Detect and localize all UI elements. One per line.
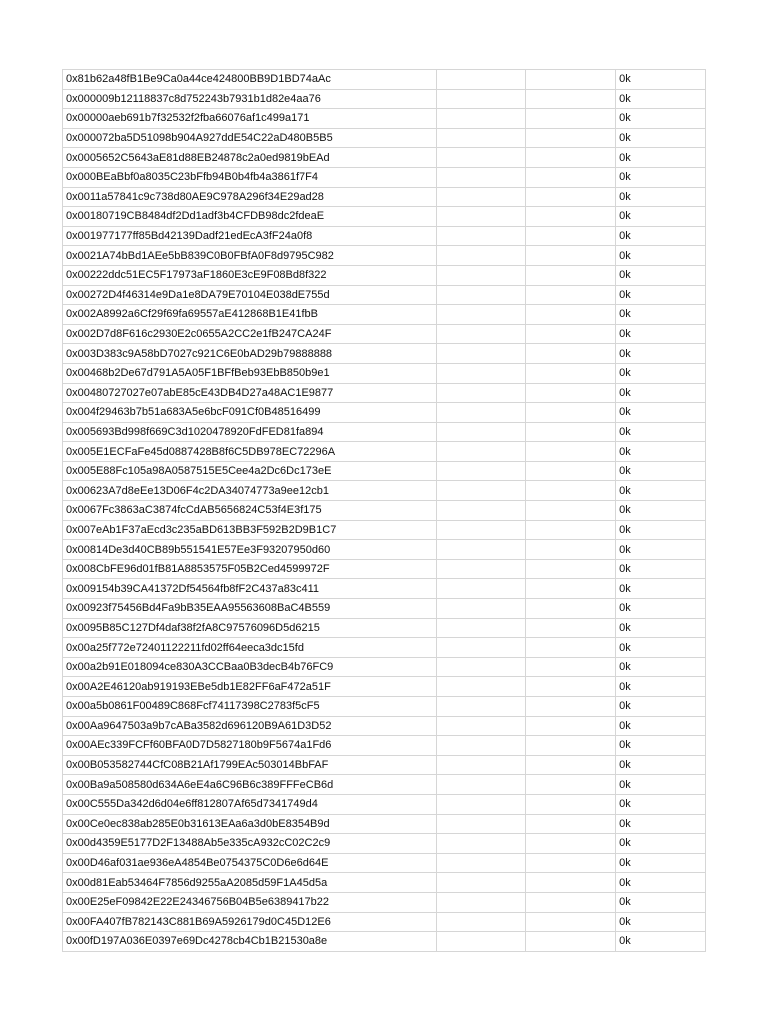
table-row — [63, 344, 706, 364]
empty-cell-b — [436, 422, 526, 442]
empty-cell-c — [526, 285, 616, 305]
empty-cell-c — [526, 814, 616, 834]
empty-cell-c — [526, 794, 616, 814]
empty-cell-b — [436, 657, 526, 677]
address-cell: 0x007eAb1F37aEcd3c235aBD613BB3F592B2D9B1C7 — [63, 520, 437, 540]
empty-cell-b — [436, 520, 526, 540]
status-cell: 0k — [616, 599, 706, 619]
empty-cell-c — [526, 677, 616, 697]
status-cell: 0k — [616, 755, 706, 775]
table-body — [63, 70, 706, 952]
table-row — [63, 638, 706, 658]
empty-cell-b — [436, 932, 526, 952]
table-row — [63, 363, 706, 383]
status-cell: 0k — [616, 461, 706, 481]
empty-cell-b — [436, 834, 526, 854]
address-cell: 0x00a5b0861F00489C868Fcf74117398C2783f5cF5 — [63, 697, 437, 717]
status-cell: 0k — [616, 794, 706, 814]
table-row — [63, 814, 706, 834]
empty-cell-b — [436, 481, 526, 501]
empty-cell-b — [436, 305, 526, 325]
status-cell: 0k — [616, 148, 706, 168]
address-cell: 0x0067Fc3863aC3874fcCdAB5656824C53f4E3f175 — [63, 501, 437, 521]
status-cell: 0k — [616, 618, 706, 638]
table-row — [63, 834, 706, 854]
address-cell: 0x00272D4f46314e9Da1e8DA79E70104E038dE755d — [63, 285, 437, 305]
table-row — [63, 912, 706, 932]
empty-cell-b — [436, 324, 526, 344]
status-cell: 0k — [616, 892, 706, 912]
empty-cell-b — [436, 442, 526, 462]
empty-cell-c — [526, 403, 616, 423]
empty-cell-c — [526, 559, 616, 579]
table-row — [63, 305, 706, 325]
empty-cell-c — [526, 540, 616, 560]
table-row — [63, 873, 706, 893]
empty-cell-b — [436, 716, 526, 736]
empty-cell-c — [526, 481, 616, 501]
empty-cell-c — [526, 344, 616, 364]
table-row — [63, 540, 706, 560]
address-cell: 0x005693Bd998f669C3d1020478920FdFED81fa894 — [63, 422, 437, 442]
empty-cell-b — [436, 892, 526, 912]
status-cell: 0k — [616, 207, 706, 227]
empty-cell-b — [436, 853, 526, 873]
address-cell: 0x004f29463b7b51a683A5e6bcF091Cf0B48516499 — [63, 403, 437, 423]
empty-cell-c — [526, 579, 616, 599]
table-row — [63, 383, 706, 403]
empty-cell-c — [526, 775, 616, 795]
address-cell: 0x001977177ff85Bd42139Dadf21edEcA3fF24a0f8 — [63, 226, 437, 246]
address-cell: 0x00B053582744CfC08B21Af1799EAc503014BbFAF — [63, 755, 437, 775]
status-cell: 0k — [616, 305, 706, 325]
empty-cell-c — [526, 246, 616, 266]
table-row — [63, 932, 706, 952]
status-cell: 0k — [616, 912, 706, 932]
empty-cell-b — [436, 540, 526, 560]
empty-cell-c — [526, 697, 616, 717]
status-cell: 0k — [616, 716, 706, 736]
status-cell: 0k — [616, 657, 706, 677]
empty-cell-b — [436, 187, 526, 207]
address-cell: 0x00000aeb691b7f32532f2fba66076af1c499a171 — [63, 109, 437, 129]
status-cell: 0k — [616, 109, 706, 129]
table-row — [63, 324, 706, 344]
empty-cell-b — [436, 638, 526, 658]
address-cell: 0x00d81Eab53464F7856d9255aA2085d59F1A45d5a — [63, 873, 437, 893]
table-row — [63, 579, 706, 599]
empty-cell-c — [526, 912, 616, 932]
address-cell: 0x00E25eF09842E22E24346756B04B5e6389417b22 — [63, 892, 437, 912]
empty-cell-c — [526, 618, 616, 638]
empty-cell-c — [526, 324, 616, 344]
table-row — [63, 246, 706, 266]
table-row — [63, 422, 706, 442]
address-cell: 0x002A8992a6Cf29f69fa69557aE412868B1E41fbB — [63, 305, 437, 325]
status-cell: 0k — [616, 775, 706, 795]
status-cell: 0k — [616, 481, 706, 501]
empty-cell-b — [436, 579, 526, 599]
empty-cell-c — [526, 834, 616, 854]
empty-cell-b — [436, 775, 526, 795]
empty-cell-b — [436, 501, 526, 521]
empty-cell-c — [526, 167, 616, 187]
empty-cell-c — [526, 363, 616, 383]
address-cell: 0x00a2b91E018094ce830A3CCBaa0B3decB4b76FC9 — [63, 657, 437, 677]
address-cell: 0x00fD197A036E0397e69Dc4278cb4Cb1B21530a8e — [63, 932, 437, 952]
status-cell: 0k — [616, 403, 706, 423]
table-row — [63, 697, 706, 717]
address-cell: 0x00180719CB8484df2Dd1adf3b4CFDB98dc2fdeaE — [63, 207, 437, 227]
table-row — [63, 461, 706, 481]
empty-cell-c — [526, 442, 616, 462]
empty-cell-b — [436, 344, 526, 364]
address-cell: 0x000072ba5D51098b904A927ddE54C22aD480B5B5 — [63, 128, 437, 148]
table-row — [63, 207, 706, 227]
table-row — [63, 794, 706, 814]
empty-cell-c — [526, 422, 616, 442]
empty-cell-c — [526, 853, 616, 873]
empty-cell-c — [526, 657, 616, 677]
empty-cell-c — [526, 736, 616, 756]
empty-cell-b — [436, 70, 526, 90]
address-cell: 0x008CbFE96d01fB81A8853575F05B2Ced4599972F — [63, 559, 437, 579]
address-cell: 0x0095B85C127Df4daf38f2fA8C97576096D5d6215 — [63, 618, 437, 638]
address-cell: 0x009154b39CA41372Df54564fb8fF2C437a83c411 — [63, 579, 437, 599]
empty-cell-c — [526, 89, 616, 109]
address-cell: 0x0021A74bBd1AEe5bB839C0B0FBfA0F8d9795C982 — [63, 246, 437, 266]
status-cell: 0k — [616, 559, 706, 579]
status-cell: 0k — [616, 520, 706, 540]
status-cell: 0k — [616, 363, 706, 383]
status-cell: 0k — [616, 932, 706, 952]
address-cell: 0x00a25f772e72401122211fd02ff64eeca3dc15fd — [63, 638, 437, 658]
empty-cell-b — [436, 559, 526, 579]
status-cell: 0k — [616, 383, 706, 403]
status-cell: 0k — [616, 422, 706, 442]
address-cell: 0x00Aa9647503a9b7cABa3582d696120B9A61D3D52 — [63, 716, 437, 736]
empty-cell-c — [526, 638, 616, 658]
table-row — [63, 618, 706, 638]
empty-cell-c — [526, 305, 616, 325]
table-row — [63, 559, 706, 579]
address-cell: 0x81b62a48fB1Be9Ca0a44ce424800BB9D1BD74aAc — [63, 70, 437, 90]
empty-cell-c — [526, 148, 616, 168]
address-cell: 0x000009b12118837c8d752243b7931b1d82e4aa76 — [63, 89, 437, 109]
status-cell: 0k — [616, 442, 706, 462]
address-cell: 0x005E88Fc105a98A0587515E5Cee4a2Dc6Dc173eE — [63, 461, 437, 481]
status-cell: 0k — [616, 187, 706, 207]
table-row — [63, 755, 706, 775]
address-status-table — [62, 69, 706, 952]
empty-cell-b — [436, 814, 526, 834]
empty-cell-b — [436, 461, 526, 481]
empty-cell-c — [526, 520, 616, 540]
table-row — [63, 226, 706, 246]
empty-cell-b — [436, 677, 526, 697]
table-row — [63, 599, 706, 619]
address-cell: 0x00A2E46120ab919193EBe5db1E82FF6aF472a51F — [63, 677, 437, 697]
address-cell: 0x002D7d8F616c2930E2c0655A2CC2e1fB247CA24F — [63, 324, 437, 344]
status-cell: 0k — [616, 834, 706, 854]
empty-cell-b — [436, 912, 526, 932]
address-cell: 0x00814De3d40CB89b551541E57Ee3F93207950d60 — [63, 540, 437, 560]
empty-cell-b — [436, 148, 526, 168]
table-row — [63, 89, 706, 109]
status-cell: 0k — [616, 226, 706, 246]
empty-cell-c — [526, 109, 616, 129]
empty-cell-c — [526, 599, 616, 619]
status-cell: 0k — [616, 853, 706, 873]
status-cell: 0k — [616, 70, 706, 90]
status-cell: 0k — [616, 638, 706, 658]
address-cell: 0x00923f75456Bd4Fa9bB35EAA95563608BaC4B559 — [63, 599, 437, 619]
table-row — [63, 187, 706, 207]
empty-cell-b — [436, 794, 526, 814]
empty-cell-c — [526, 383, 616, 403]
empty-cell-b — [436, 89, 526, 109]
empty-cell-c — [526, 70, 616, 90]
table-row — [63, 501, 706, 521]
table-row — [63, 148, 706, 168]
table-row — [63, 70, 706, 90]
status-cell: 0k — [616, 265, 706, 285]
status-cell: 0k — [616, 540, 706, 560]
empty-cell-b — [436, 285, 526, 305]
table-row — [63, 265, 706, 285]
empty-cell-c — [526, 265, 616, 285]
empty-cell-c — [526, 461, 616, 481]
status-cell: 0k — [616, 324, 706, 344]
status-cell: 0k — [616, 579, 706, 599]
address-cell: 0x0011a57841c9c738d80AE9C978A296f34E29ad28 — [63, 187, 437, 207]
empty-cell-b — [436, 403, 526, 423]
status-cell: 0k — [616, 697, 706, 717]
empty-cell-b — [436, 363, 526, 383]
status-cell: 0k — [616, 89, 706, 109]
empty-cell-c — [526, 187, 616, 207]
status-cell: 0k — [616, 246, 706, 266]
status-cell: 0k — [616, 501, 706, 521]
status-cell: 0k — [616, 285, 706, 305]
empty-cell-c — [526, 932, 616, 952]
empty-cell-c — [526, 892, 616, 912]
address-cell: 0x0005652C5643aE81d88EB24878c2a0ed9819bEAd — [63, 148, 437, 168]
empty-cell-b — [436, 599, 526, 619]
status-cell: 0k — [616, 167, 706, 187]
table-row — [63, 775, 706, 795]
table-row — [63, 657, 706, 677]
status-cell: 0k — [616, 128, 706, 148]
address-cell: 0x00C555Da342d6d04e6ff812807Af65d7341749d4 — [63, 794, 437, 814]
address-cell: 0x00AEc339FCFf60BFA0D7D5827180b9F5674a1Fd6 — [63, 736, 437, 756]
empty-cell-c — [526, 755, 616, 775]
table-row — [63, 677, 706, 697]
status-cell: 0k — [616, 677, 706, 697]
empty-cell-b — [436, 618, 526, 638]
address-cell: 0x00623A7d8eEe13D06F4c2DA34074773a9ee12cb1 — [63, 481, 437, 501]
empty-cell-b — [436, 265, 526, 285]
empty-cell-b — [436, 207, 526, 227]
address-cell: 0x00Ce0ec838ab285E0b31613EAa6a3d0bE8354B9d — [63, 814, 437, 834]
status-cell: 0k — [616, 814, 706, 834]
empty-cell-c — [526, 716, 616, 736]
empty-cell-b — [436, 167, 526, 187]
empty-cell-b — [436, 873, 526, 893]
status-cell: 0k — [616, 873, 706, 893]
table-row — [63, 481, 706, 501]
empty-cell-b — [436, 755, 526, 775]
table-row — [63, 716, 706, 736]
table-row — [63, 892, 706, 912]
table-row — [63, 403, 706, 423]
status-cell: 0k — [616, 344, 706, 364]
address-cell: 0x00D46af031ae936eA4854Be0754375C0D6e6d64E — [63, 853, 437, 873]
empty-cell-c — [526, 207, 616, 227]
address-cell: 0x00468b2De67d791A5A05F1BFfBeb93EbB850b9e1 — [63, 363, 437, 383]
table-row — [63, 285, 706, 305]
empty-cell-b — [436, 109, 526, 129]
address-cell: 0x00222ddc51EC5F17973aF1860E3cE9F08Bd8f322 — [63, 265, 437, 285]
table-row — [63, 736, 706, 756]
table-row — [63, 128, 706, 148]
address-cell: 0x003D383c9A58bD7027c921C6E0bAD29b79888888 — [63, 344, 437, 364]
address-cell: 0x00480727027e07abE85cE43DB4D27a48AC1E9877 — [63, 383, 437, 403]
address-cell: 0x00d4359E5177D2F13488Ab5e335cA932cC02C2c9 — [63, 834, 437, 854]
empty-cell-b — [436, 383, 526, 403]
table-row — [63, 167, 706, 187]
empty-cell-b — [436, 697, 526, 717]
address-cell: 0x00FA407fB782143C881B69A5926179d0C45D12E6 — [63, 912, 437, 932]
empty-cell-c — [526, 501, 616, 521]
empty-cell-b — [436, 128, 526, 148]
empty-cell-b — [436, 226, 526, 246]
table-row — [63, 442, 706, 462]
address-cell: 0x000BEaBbf0a8035C23bFfb94B0b4fb4a3861f7F4 — [63, 167, 437, 187]
status-cell: 0k — [616, 736, 706, 756]
empty-cell-c — [526, 873, 616, 893]
table-row — [63, 520, 706, 540]
empty-cell-c — [526, 128, 616, 148]
empty-cell-c — [526, 226, 616, 246]
address-cell: 0x00Ba9a508580d634A6eE4a6C96B6c389FFFeCB6d — [63, 775, 437, 795]
table-row — [63, 109, 706, 129]
empty-cell-b — [436, 246, 526, 266]
address-cell: 0x005E1ECFaFe45d0887428B8f6C5DB978EC72296A — [63, 442, 437, 462]
empty-cell-b — [436, 736, 526, 756]
table-row — [63, 853, 706, 873]
